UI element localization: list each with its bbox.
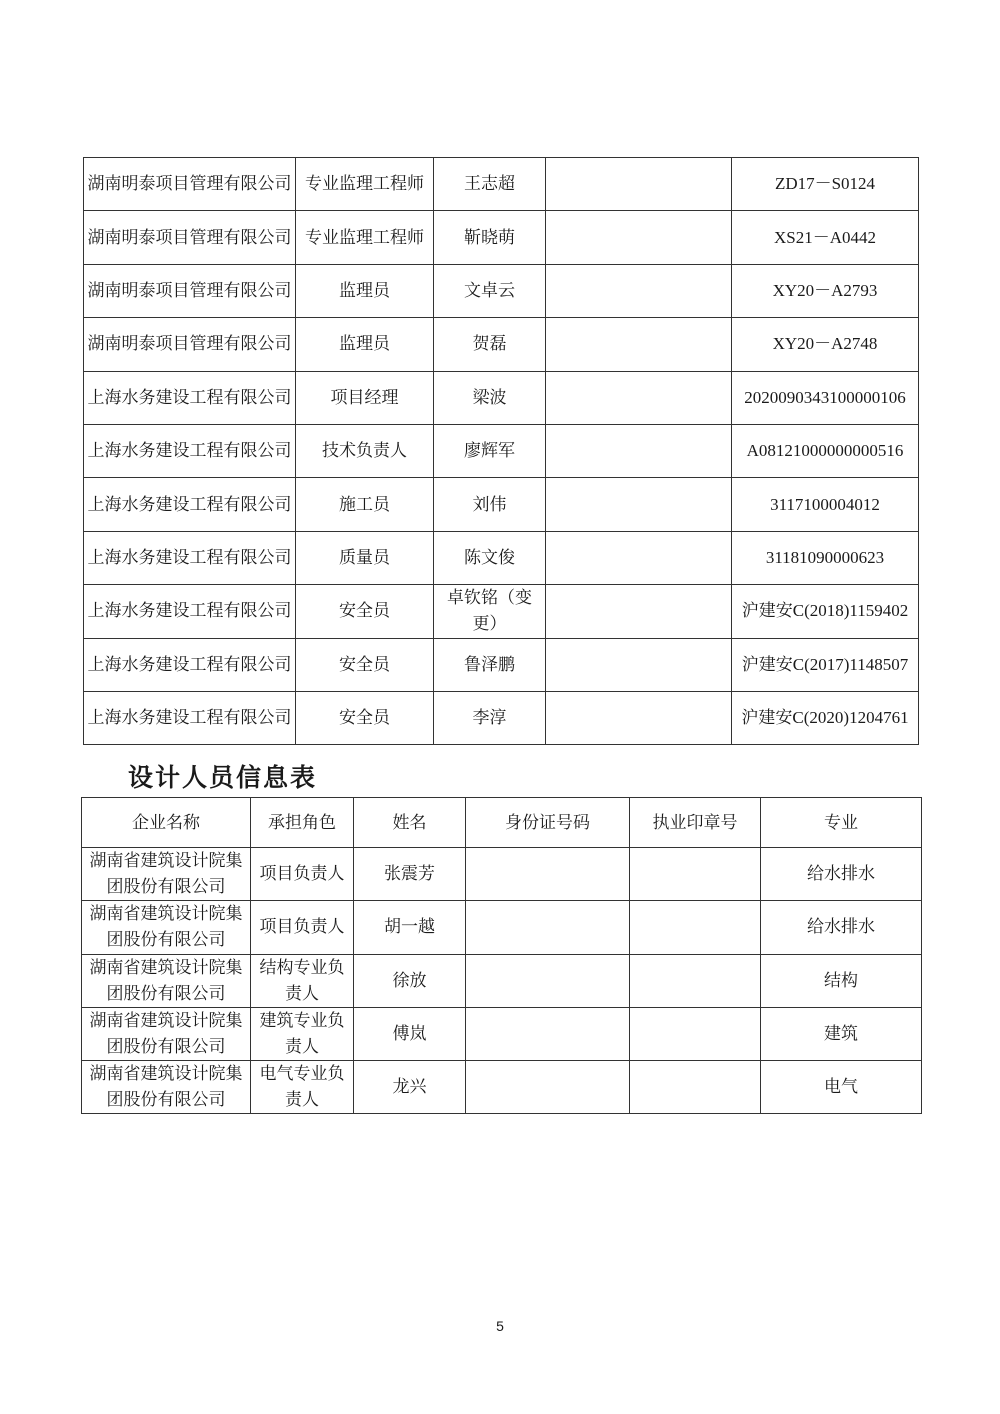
role-cell: 技术负责人 <box>296 424 434 477</box>
header-cell: 姓名 <box>354 798 466 848</box>
id-number-cell <box>466 954 630 1007</box>
certificate-cell: XY20－A2793 <box>732 264 919 317</box>
header-cell: 专业 <box>761 798 922 848</box>
id-number-cell <box>546 424 732 477</box>
role-cell: 施工员 <box>296 478 434 531</box>
certificate-cell: 3117100004012 <box>732 478 919 531</box>
id-number-cell <box>546 264 732 317</box>
table-row <box>82 848 922 901</box>
id-number-cell <box>546 531 732 584</box>
section-title: 设计人员信息表 <box>128 763 318 792</box>
id-number-cell <box>466 901 630 954</box>
header-row <box>82 798 922 848</box>
table-row <box>84 264 919 317</box>
name-cell: 鲁泽鹏 <box>434 638 546 691</box>
certificate-cell: 沪建安C(2017)1148507 <box>732 638 919 691</box>
role-cell: 项目经理 <box>296 371 434 424</box>
id-number-cell <box>466 848 630 901</box>
specialty-cell: 结构 <box>761 954 922 1007</box>
name-cell: 文卓云 <box>434 264 546 317</box>
table-row <box>84 318 919 371</box>
company-cell: 湖南省建筑设计院集团股份有限公司 <box>82 1007 251 1060</box>
name-cell: 刘伟 <box>434 478 546 531</box>
specialty-cell: 建筑 <box>761 1007 922 1060</box>
specialty-cell: 电气 <box>761 1061 922 1114</box>
name-cell: 靳晓萌 <box>434 211 546 264</box>
role-cell: 质量员 <box>296 531 434 584</box>
id-number-cell <box>546 478 732 531</box>
page-number: 5 <box>496 1318 504 1334</box>
role-cell: 安全员 <box>296 585 434 638</box>
certificate-cell: 2020090343100000106 <box>732 371 919 424</box>
role-cell: 监理员 <box>296 264 434 317</box>
table-row <box>84 371 919 424</box>
personnel-table <box>83 157 919 745</box>
seal-number-cell <box>630 1061 761 1114</box>
id-number-cell <box>546 691 732 744</box>
table-row <box>84 211 919 264</box>
company-cell: 湖南省建筑设计院集团股份有限公司 <box>82 848 251 901</box>
id-number-cell <box>546 211 732 264</box>
name-cell: 徐放 <box>354 954 466 1007</box>
header-cell: 身份证号码 <box>466 798 630 848</box>
company-cell: 上海水务建设工程有限公司 <box>84 371 296 424</box>
company-cell: 湖南明泰项目管理有限公司 <box>84 318 296 371</box>
table-row <box>84 638 919 691</box>
company-cell: 上海水务建设工程有限公司 <box>84 638 296 691</box>
id-number-cell <box>546 371 732 424</box>
name-cell: 李淳 <box>434 691 546 744</box>
seal-number-cell <box>630 1007 761 1060</box>
company-cell: 湖南省建筑设计院集团股份有限公司 <box>82 954 251 1007</box>
company-cell: 湖南明泰项目管理有限公司 <box>84 264 296 317</box>
certificate-cell: ZD17－S0124 <box>732 158 919 211</box>
role-cell: 项目负责人 <box>251 901 354 954</box>
role-cell: 建筑专业负责人 <box>251 1007 354 1060</box>
id-number-cell <box>546 638 732 691</box>
table-row <box>84 424 919 477</box>
company-cell: 湖南明泰项目管理有限公司 <box>84 211 296 264</box>
certificate-cell: 沪建安C(2020)1204761 <box>732 691 919 744</box>
name-cell: 梁波 <box>434 371 546 424</box>
id-number-cell <box>546 318 732 371</box>
name-cell: 张震芳 <box>354 848 466 901</box>
company-cell: 上海水务建设工程有限公司 <box>84 691 296 744</box>
role-cell: 安全员 <box>296 638 434 691</box>
company-cell: 上海水务建设工程有限公司 <box>84 585 296 638</box>
table-row <box>82 1061 922 1114</box>
table-row <box>84 531 919 584</box>
certificate-cell: XS21－A0442 <box>732 211 919 264</box>
id-number-cell <box>466 1061 630 1114</box>
specialty-cell: 给水排水 <box>761 848 922 901</box>
table-row <box>84 585 919 638</box>
table-row <box>82 901 922 954</box>
company-cell: 上海水务建设工程有限公司 <box>84 424 296 477</box>
name-cell: 傅岚 <box>354 1007 466 1060</box>
table-row <box>84 478 919 531</box>
seal-number-cell <box>630 901 761 954</box>
company-cell: 湖南省建筑设计院集团股份有限公司 <box>82 901 251 954</box>
company-cell: 湖南明泰项目管理有限公司 <box>84 158 296 211</box>
header-cell: 承担角色 <box>251 798 354 848</box>
table-row <box>82 954 922 1007</box>
role-cell: 结构专业负责人 <box>251 954 354 1007</box>
name-cell: 龙兴 <box>354 1061 466 1114</box>
role-cell: 专业监理工程师 <box>296 158 434 211</box>
seal-number-cell <box>630 848 761 901</box>
certificate-cell: 31181090000623 <box>732 531 919 584</box>
name-cell: 陈文俊 <box>434 531 546 584</box>
specialty-cell: 给水排水 <box>761 901 922 954</box>
name-cell: 廖辉军 <box>434 424 546 477</box>
name-cell: 卓钦铭（变更） <box>434 585 546 638</box>
certificate-cell: 沪建安C(2018)1159402 <box>732 585 919 638</box>
certificate-cell: XY20－A2748 <box>732 318 919 371</box>
header-cell: 执业印章号 <box>630 798 761 848</box>
id-number-cell <box>546 158 732 211</box>
table-row <box>82 1007 922 1060</box>
header-cell: 企业名称 <box>82 798 251 848</box>
name-cell: 王志超 <box>434 158 546 211</box>
id-number-cell <box>546 585 732 638</box>
company-cell: 上海水务建设工程有限公司 <box>84 478 296 531</box>
company-cell: 湖南省建筑设计院集团股份有限公司 <box>82 1061 251 1114</box>
name-cell: 胡一越 <box>354 901 466 954</box>
role-cell: 电气专业负责人 <box>251 1061 354 1114</box>
table-row <box>84 691 919 744</box>
certificate-cell: A08121000000000516 <box>732 424 919 477</box>
role-cell: 安全员 <box>296 691 434 744</box>
role-cell: 监理员 <box>296 318 434 371</box>
seal-number-cell <box>630 954 761 1007</box>
id-number-cell <box>466 1007 630 1060</box>
role-cell: 专业监理工程师 <box>296 211 434 264</box>
table-row <box>84 158 919 211</box>
company-cell: 上海水务建设工程有限公司 <box>84 531 296 584</box>
design-personnel-table <box>81 797 922 1114</box>
role-cell: 项目负责人 <box>251 848 354 901</box>
name-cell: 贺磊 <box>434 318 546 371</box>
